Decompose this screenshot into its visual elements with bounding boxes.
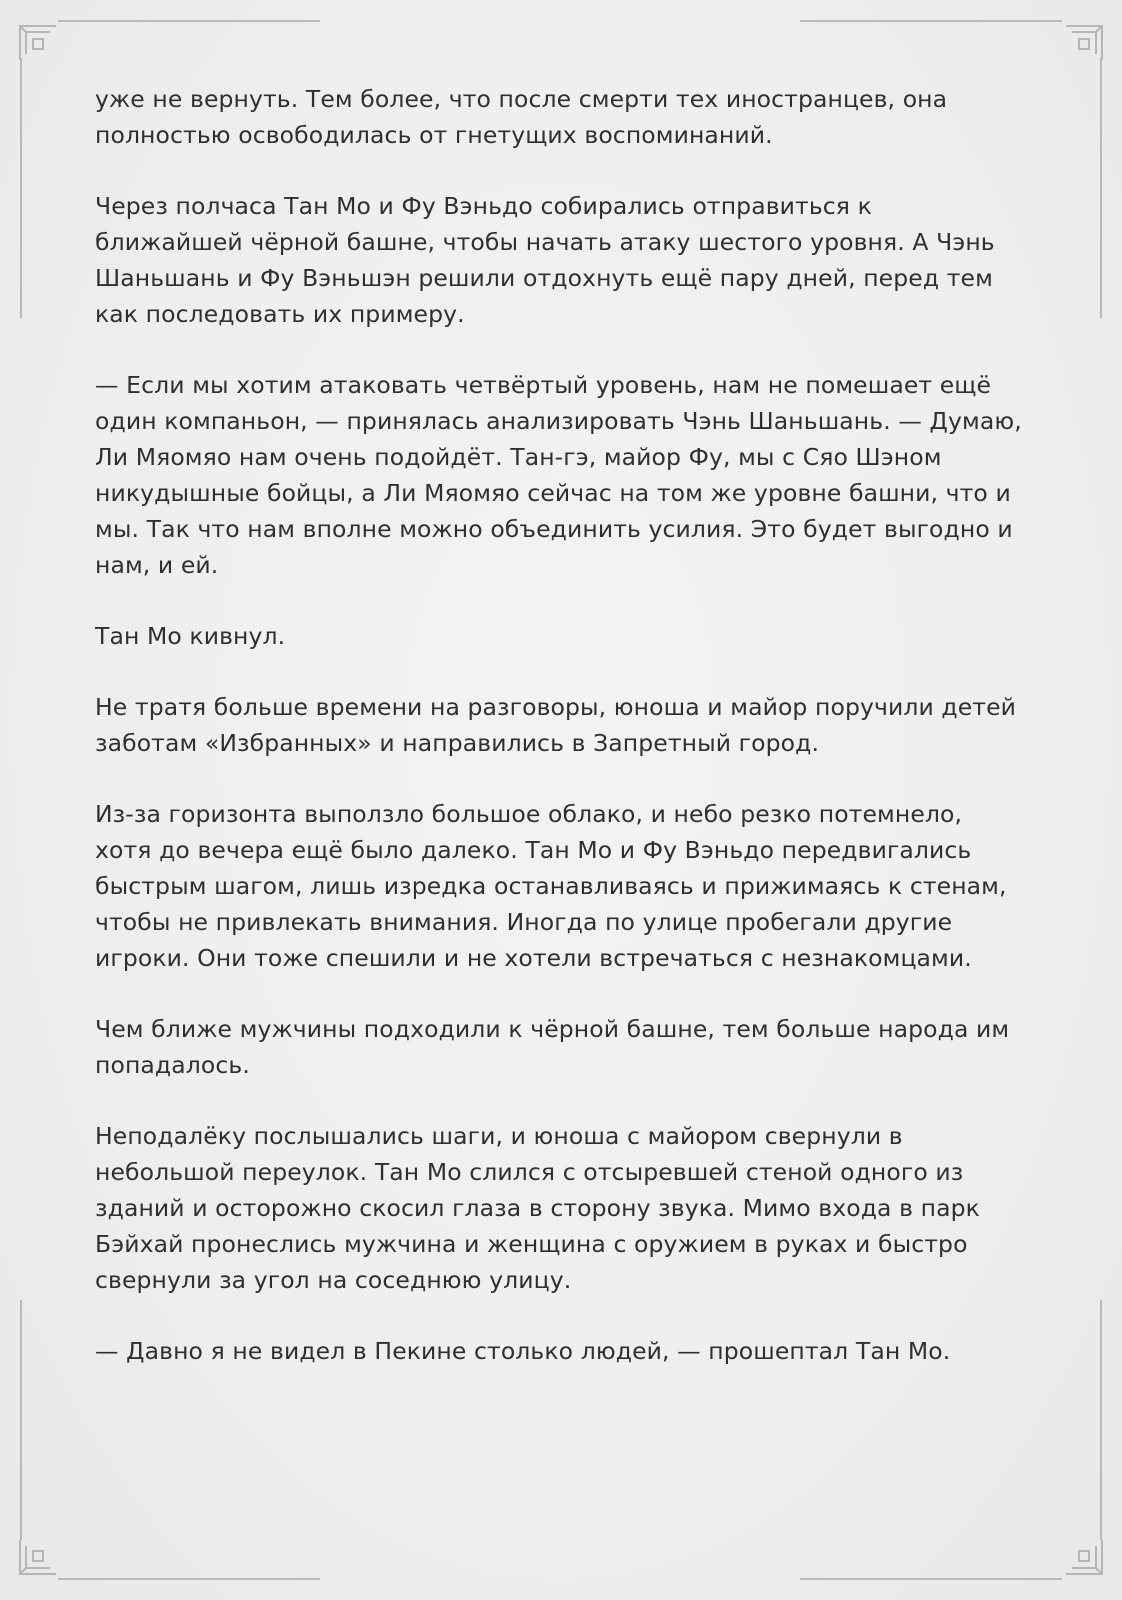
- frame-left-top-line: [20, 58, 22, 318]
- paragraph: Не тратя больше времени на разговоры, юноша и майор поручили детей заботам «Избранных» и направились в Запретный город.: [95, 693, 1017, 757]
- frame-bottom-right-line: [800, 1578, 1062, 1580]
- paragraph: уже не вернуть. Тем более, что после смерти тех иностранцев, она полностью освободилась от гнетущих воспоминаний.: [95, 85, 948, 149]
- frame-top-left-line: [58, 20, 320, 22]
- frame-left-bottom-line: [20, 1300, 22, 1540]
- corner-ornament-bottom-right: [1036, 1526, 1106, 1586]
- paragraph: — Если мы хотим атаковать четвёртый уровень, нам не помешает ещё один компаньон, — принялась анализировать Чэнь Шаньшань. — Думаю, Ли Мяомяо нам очень подойдёт. Тан-гэ, майор Фу, мы с Сяо Шэном никудышные бойцы, а Ли Мяомяо сейчас на том же уровне башни, что и мы. Так что нам вполне можно объединить усилия. Это будет выгодно и нам, и ей.: [95, 371, 1022, 579]
- paragraph: — Давно я не видел в Пекине столько людей, — прошептал Тан Мо.: [95, 1337, 951, 1365]
- corner-ornament-top-left: [16, 14, 86, 74]
- frame-right-bottom-line: [1100, 1300, 1102, 1540]
- document-body: [95, 81, 1025, 1404]
- paragraph: Чем ближе мужчины подходили к чёрной башне, тем больше народа им попадалось.: [95, 1015, 1010, 1079]
- corner-ornament-top-right: [1036, 14, 1106, 74]
- paragraph: Из-за горизонта выползло большое облако, и небо резко потемнело, хотя до вечера ещё было далеко. Тан Мо и Фу Вэньдо передвигались быстрым шагом, лишь изредка останавливаясь и прижимаясь к стенам, чтобы не привлекать внимания. Иногда по улице пробегали другие игроки. Они тоже спешили и не хотели встречаться с незнакомцами.: [95, 800, 1007, 972]
- paragraph: Через полчаса Тан Мо и Фу Вэньдо собирались отправиться к ближайшей чёрной башне, чтобы начать атаку шестого уровня. А Чэнь Шаньшань и Фу Вэньшэн решили отдохнуть ещё пару дней, перед тем как последовать их примеру.: [95, 192, 995, 328]
- frame-top-right-line: [800, 20, 1062, 22]
- paragraph: Неподалёку послышались шаги, и юноша с майором свернули в небольшой переулок. Тан Мо слился с отсыревшей стеной одного из зданий и осторожно скосил глаза в сторону звука. Мимо входа в парк Бэйхай пронеслись мужчина и женщина с оружием в руках и быстро свернули за угол на соседнюю улицу.: [95, 1122, 980, 1294]
- corner-ornament-bottom-left: [16, 1526, 86, 1586]
- paragraph: Тан Мо кивнул.: [95, 622, 286, 650]
- frame-bottom-left-line: [58, 1578, 320, 1580]
- frame-right-top-line: [1100, 58, 1102, 318]
